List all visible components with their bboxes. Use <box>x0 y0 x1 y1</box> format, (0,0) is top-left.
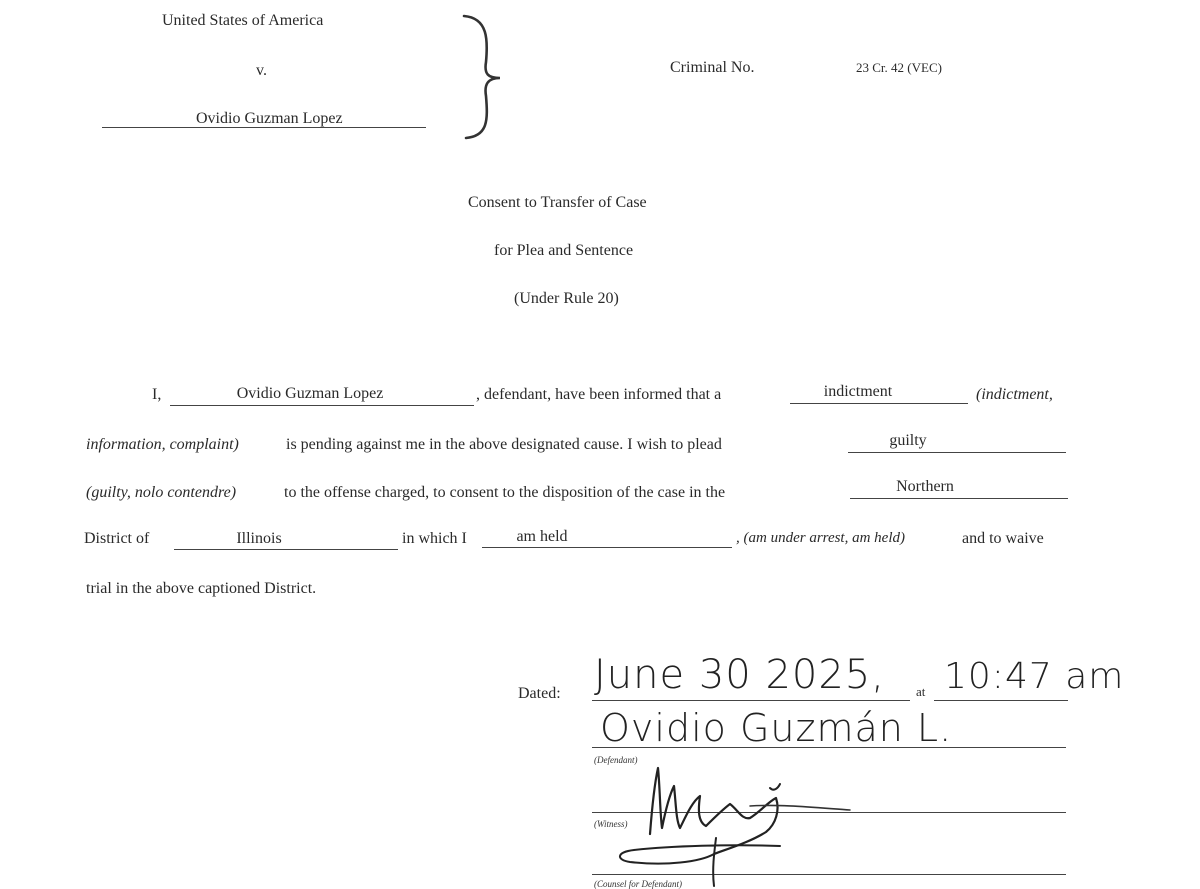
body-text-5: trial in the above captioned District. <box>86 580 317 597</box>
district-dir-value: Northern <box>896 478 954 495</box>
options-1b: information, complaint) <box>86 436 239 453</box>
caption-versus: v. <box>256 62 267 79</box>
defendant-signature: Ovidio Guzmán L. <box>600 706 953 750</box>
options-2: (guilty, nolo contendre) <box>86 484 237 501</box>
body-i: I, <box>152 386 162 403</box>
state-line <box>174 549 398 550</box>
options-1a: (indictment, <box>976 386 1053 403</box>
defendant-name-value: Ovidio Guzman Lopez <box>236 385 384 402</box>
plea-line <box>848 452 1066 453</box>
options-3: , (am under arrest, am held) <box>736 530 906 546</box>
status-line <box>482 547 732 548</box>
district-of-label: District of <box>84 530 150 547</box>
caption-defendant: Ovidio Guzman Lopez <box>196 110 343 127</box>
body-text-1: , defendant, have been informed that a <box>476 386 722 403</box>
at-label: at <box>916 684 926 699</box>
time-line <box>934 700 1068 701</box>
dated-label: Dated: <box>518 685 561 702</box>
title-line-2: for Plea and Sentence <box>494 242 634 259</box>
handwritten-date: June 30 2025, <box>594 652 885 698</box>
witness-signature <box>610 758 870 888</box>
status-value: am held <box>516 528 568 545</box>
district-dir-line <box>850 498 1068 499</box>
date-line <box>592 700 910 701</box>
counsel-label: (Counsel for Defendant) <box>594 879 682 889</box>
body-text-3: to the offense charged, to consent to the disposition of the case in the <box>284 484 726 501</box>
body-text-2: is pending against me in the above designated cause. I wish to plead <box>286 436 722 453</box>
title-line-3: (Under Rule 20) <box>514 290 619 307</box>
witness-label: (Witness) <box>594 819 628 829</box>
defendant-name-line <box>170 405 474 406</box>
criminal-no-value: 23 Cr. 42 (VEC) <box>856 60 942 75</box>
defendant-label: (Defendant) <box>594 755 638 765</box>
charging-doc-line <box>790 403 968 404</box>
plea-value: guilty <box>889 432 927 449</box>
criminal-no-label: Criminal No. <box>670 59 755 76</box>
body-text-4: and to waive <box>962 530 1044 547</box>
caption-plaintiff: United States of America <box>162 12 324 29</box>
charging-doc-value: indictment <box>823 383 893 400</box>
caption-brace <box>458 12 508 142</box>
handwritten-time: 10:47 am <box>944 656 1125 697</box>
state-value: Illinois <box>236 530 282 547</box>
in-which-label: in which I <box>402 530 467 547</box>
title-line-1: Consent to Transfer of Case <box>468 194 647 211</box>
